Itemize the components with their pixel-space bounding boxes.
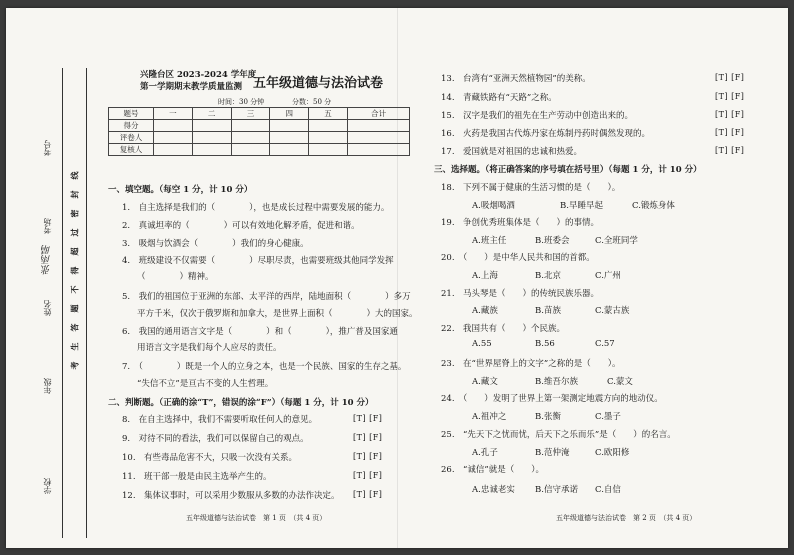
question-1: 1. 自主选择是我们的（ ），也是成长过程中需要发展的能力。 [122, 203, 390, 213]
school-label: 学校 [43, 478, 52, 494]
option-25-b[interactable]: B.范仲淹 [535, 448, 570, 458]
question-3: 3. 吸烟与饮酒会（ ）我们的身心健康。 [122, 239, 309, 249]
question-17: 17. 爱国就是对祖国的忠诚和热爱。 [441, 147, 583, 157]
option-21-c[interactable]: C.蒙古族 [595, 306, 630, 316]
option-26-a[interactable]: A.忠诚老实 [472, 485, 515, 495]
question-4-cont: （ ）精神。 [137, 272, 214, 282]
tf-mark-12[interactable]: [T] [F] [353, 490, 383, 499]
option-26-b[interactable]: B.信守承诺 [535, 485, 578, 495]
question-15: 15. 汉字是我们的祖先在生产劳动中创造出来的。 [441, 111, 634, 121]
footer-right: 五年级道德与法治试卷 第 2 页 （共 4 页） [556, 514, 697, 522]
question-25: 25. “先天下之忧而忧，后天下之乐而乐”是（ ）的名言。 [441, 430, 676, 440]
question-6: 6. 我国的通用语言文字是（ ）和（ ），推广普及国家通 [122, 327, 398, 337]
question-16: 16. 火药是我国古代炼丹家在炼制丹药时偶然发现的。 [441, 129, 651, 139]
score-header: 一 [154, 108, 193, 120]
option-24-a[interactable]: A.祖冲之 [472, 412, 507, 422]
score-label: 分数：50 分 [292, 98, 332, 106]
grade-label: 年级 [43, 378, 52, 394]
option-20-a[interactable]: A.上海 [472, 271, 498, 281]
option-25-a[interactable]: A.孔子 [472, 448, 498, 458]
question-26: 26. “诚信”就是（ ）。 [441, 465, 544, 475]
name-value: 张雨晴 [42, 245, 53, 275]
option-18-a[interactable]: A.吸烟喝酒 [472, 201, 515, 211]
option-23-a[interactable]: A.藏文 [472, 377, 498, 387]
tf-mark-8[interactable]: [T] [F] [353, 414, 383, 423]
tf-mark-16[interactable]: [T] [F] [715, 128, 745, 137]
question-21: 21. 马头琴是（ ）的传统民族乐器。 [441, 289, 600, 299]
tf-mark-9[interactable]: [T] [F] [353, 433, 383, 442]
option-20-c[interactable]: C.广州 [595, 271, 621, 281]
question-18: 18. 下列不属于健康的生活习惯的是（ ）。 [441, 183, 621, 193]
option-24-b[interactable]: B.张衡 [535, 412, 561, 422]
option-19-b[interactable]: B.班委会 [535, 236, 570, 246]
exam-no-label: 考号 [43, 140, 52, 156]
option-19-c[interactable]: C.全班同学 [595, 236, 638, 246]
question-8: 8. 在自主选择中，我们不需要听取任何人的意见。 [122, 415, 318, 425]
option-23-c[interactable]: C.蒙文 [607, 377, 633, 387]
tf-mark-13[interactable]: [T] [F] [715, 73, 745, 82]
question-4: 4. 班级建设不仅需要（ ）尽职尽责，也需要班级其他同学发挥 [122, 256, 394, 266]
question-19: 19. 争创优秀班集体是（ ）的事情。 [441, 218, 600, 228]
option-20-b[interactable]: B.北京 [535, 271, 561, 281]
option-18-c[interactable]: C.锻炼身体 [632, 201, 675, 211]
option-26-c[interactable]: C.自信 [595, 485, 621, 495]
question-5-cont: 平方千米，仅次于俄罗斯和加拿大，是世界上面积（ ）大的国家。 [137, 309, 418, 319]
section3-heading: 三、选择题。（将正确答案的序号填在括号里）（每题 1 分，计 10 分） [434, 165, 702, 175]
score-row-label: 得分 [109, 120, 154, 132]
tf-mark-14[interactable]: [T] [F] [715, 92, 745, 101]
question-24: 24. （ ）发明了世界上第一架测定地震方向的地动仪。 [441, 394, 663, 404]
option-19-a[interactable]: A.班主任 [472, 236, 507, 246]
question-7-cont: “失信不立”是亘古不变的人生哲理。 [137, 379, 274, 389]
score-row-label: 评卷人 [109, 132, 154, 144]
option-25-c[interactable]: C.欧阳修 [595, 448, 630, 458]
question-9: 9. 对待不同的看法，我们可以保留自己的观点。 [122, 434, 309, 444]
tf-mark-10[interactable]: [T] [F] [353, 452, 383, 461]
page-title: 五年级道德与法治试卷 [253, 76, 384, 91]
question-5: 5. 我们的祖国位于亚洲的东部、太平洋的西岸，陆地面积（ ）多万 [122, 292, 411, 302]
question-10: 10. 有些毒品危害不大，只吸一次没有关系。 [122, 453, 298, 463]
question-11: 11. 班干部一般是由民主选举产生的。 [122, 472, 272, 482]
score-header: 四 [270, 108, 309, 120]
score-header: 二 [192, 108, 231, 120]
footer-left: 五年级道德与法治试卷 第 1 页 （共 4 页） [186, 514, 327, 522]
score-header: 题号 [109, 108, 154, 120]
option-24-c[interactable]: C.墨子 [595, 412, 621, 422]
binding-line-inner [86, 68, 87, 538]
score-row-label: 复核人 [109, 144, 154, 156]
tf-mark-11[interactable]: [T] [F] [353, 471, 383, 480]
header-district: 兴隆台区 2023-2024 学年度 [140, 70, 257, 80]
question-22: 22. 我国共有（ ）个民族。 [441, 324, 566, 334]
question-2: 2. 真诚坦率的（ ）可以有效地化解矛盾，促进和谐。 [122, 221, 360, 231]
question-14: 14. 青藏铁路有“天路”之称。 [441, 93, 557, 103]
option-22-b[interactable]: B.56 [535, 339, 555, 349]
option-18-b[interactable]: B.早睡早起 [560, 201, 603, 211]
question-23: 23. 在“世界屋脊上的文字”之称的是（ ）。 [441, 359, 621, 369]
score-header: 五 [309, 108, 348, 120]
seal-line-text: 线 封 密 过 超 得 不 题 答 生 考 [69, 171, 80, 370]
tf-mark-17[interactable]: [T] [F] [715, 146, 745, 155]
time-label: 时间：30 分钟 [218, 98, 265, 106]
tf-mark-15[interactable]: [T] [F] [715, 110, 745, 119]
option-22-a[interactable]: A.55 [472, 339, 492, 349]
score-header: 合计 [347, 108, 409, 120]
binding-line-outer [62, 68, 63, 538]
score-header: 三 [231, 108, 270, 120]
option-21-b[interactable]: B.苗族 [535, 306, 561, 316]
room-label: 考场 [43, 218, 52, 234]
page-fold [397, 8, 398, 548]
option-22-c[interactable]: C.57 [595, 339, 615, 349]
header-subtitle: 第一学期期末教学质量监测 [140, 82, 243, 92]
section1-heading: 一、填空题。（每空 1 分，计 10 分） [108, 185, 253, 195]
question-6-cont: 用语言文字是我们每个人应尽的责任。 [137, 343, 282, 353]
option-21-a[interactable]: A.藏族 [472, 306, 498, 316]
question-20: 20. （ ）是中华人民共和国的首都。 [441, 253, 595, 263]
option-23-b[interactable]: B.维吾尔族 [535, 377, 578, 387]
section2-heading: 二、判断题。（正确的涂“T”，错误的涂“F”）（每题 1 分，计 10 分） [108, 398, 374, 408]
name-label: 姓名 [43, 300, 52, 316]
question-7: 7. （ ）既是一个人的立身之本，也是一个民族、国家的生存之基。 [122, 362, 407, 372]
score-table [108, 107, 410, 156]
question-13: 13. 台湾有“亚洲天然植物园”的美称。 [441, 74, 591, 84]
question-12: 12. 集体议事时，可以采用少数服从多数的办法作决定。 [122, 491, 340, 501]
